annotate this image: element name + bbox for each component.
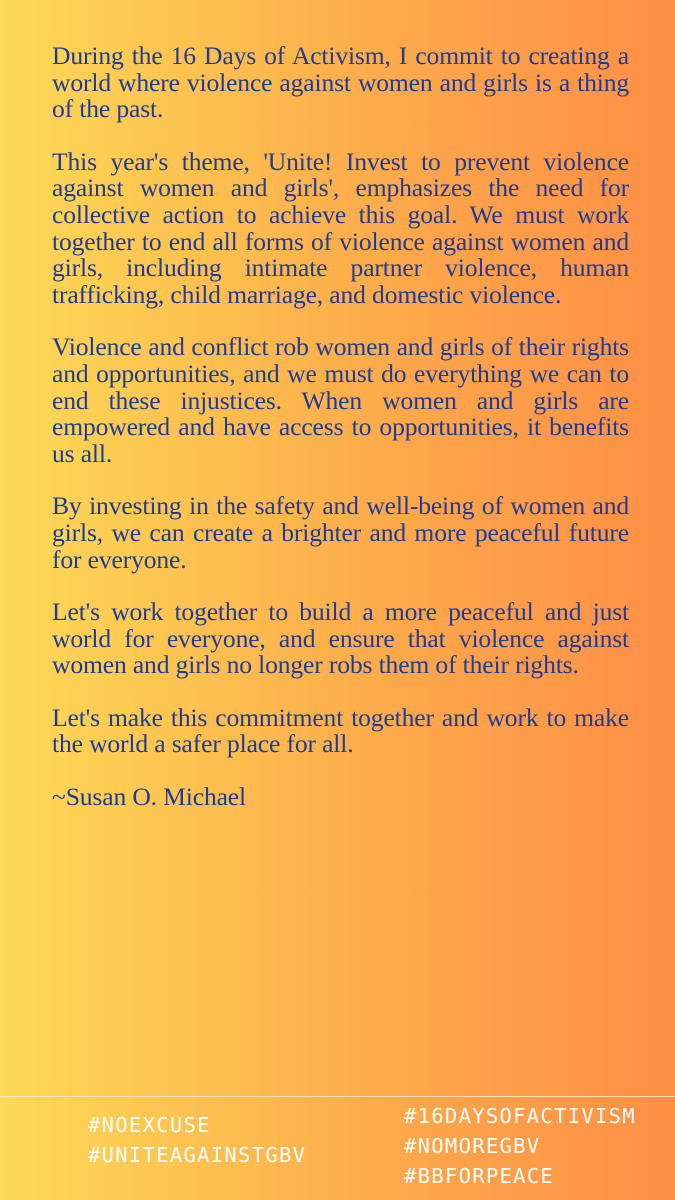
footer-divider [0, 1096, 675, 1097]
hashtags-left [88, 1110, 306, 1170]
paragraph-commitment: During the 16 Days of Activism, I commit to creating a world where violence against women and girls is a thing of the past. [52, 41, 629, 124]
hashtag-nomoregbv[interactable]: #NOMOREGBV [404, 1134, 541, 1158]
hashtag-noexcuse[interactable]: #NOEXCUSE [88, 1113, 211, 1137]
hashtags-right [404, 1101, 636, 1191]
hashtag-uniteagainstgbv[interactable]: #UNITEAGAINSTGBV [88, 1143, 307, 1167]
paragraph-rights: Violence and conflict rob women and girls of their rights and opportunities, and we must do everything we can to end these injustices. When women and girls are empowered and have access to opportunities, it benefits us all. [52, 332, 629, 468]
post-body [52, 43, 629, 811]
signature: ~Susan O. Michael [52, 782, 246, 812]
paragraph-closing: Let's make this commitment together and work to make the world a safer place for all. [52, 702, 629, 759]
paragraph-work-together: Let's work together to build a more peaceful and just world for everyone, and ensure that violence against women and girls no longer robs them of their rights. [52, 597, 629, 680]
paragraph-theme: This year's theme, 'Unite! Invest to prevent violence against women and girls', emphasizes the need for collective action to achieve this goal. We must work together to end all forms of violence against women and girls, including intimate partner violence, human trafficking, child marriage, and domestic violence. [52, 146, 629, 309]
hashtag-16daysofactivism[interactable]: #16DAYSOFACTIVISM [404, 1104, 636, 1128]
paragraph-investing: By investing in the safety and well-being of women and girls, we can create a brighter and more peaceful future for everyone. [52, 491, 629, 574]
hashtag-bbforpeace[interactable]: #BBFORPEACE [404, 1164, 555, 1188]
